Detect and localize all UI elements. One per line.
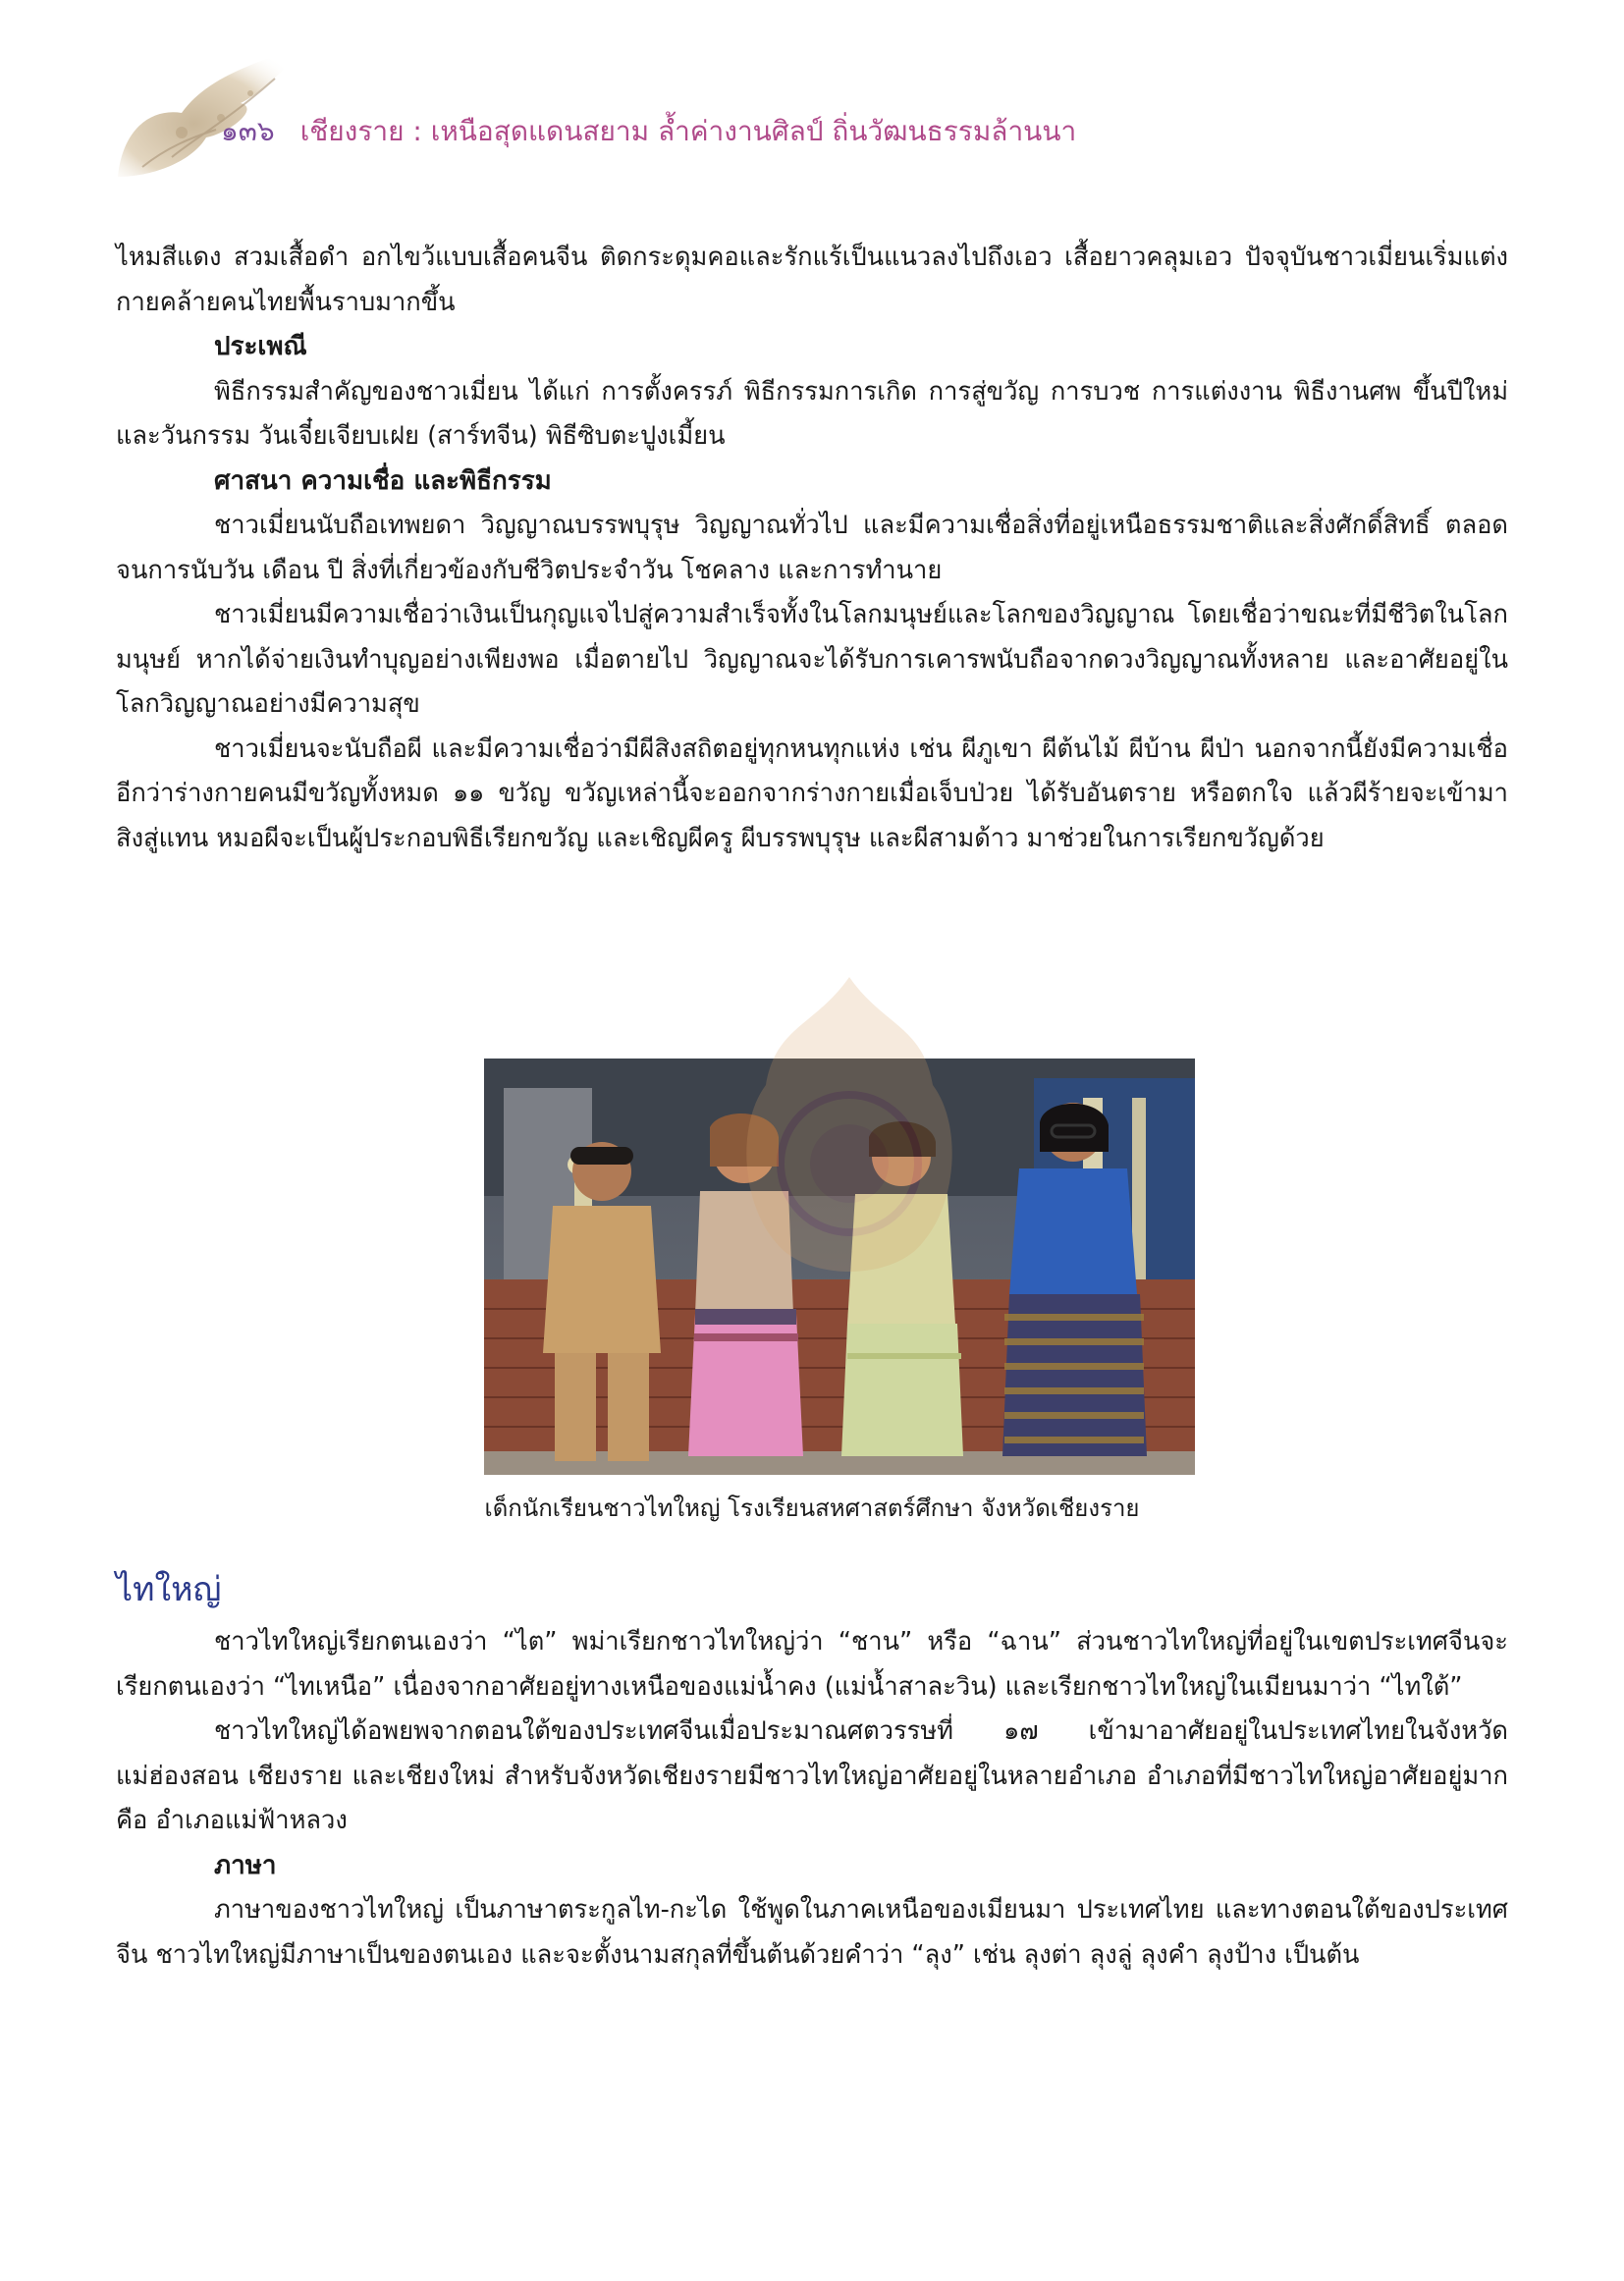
paragraph-religion-3: ชาวเมี่ยนจะนับถือผี และมีความเชื่อว่ามีผีสิงสถิตอยู่ทุกหนทุกแห่ง เช่น ผีภูเขา ผีต้นไม้ ผีบ้าน ผีป่า นอกจากนี้ยังมีความเชื่ออีกว่าร่างกายคนมีขวัญทั้งหมด ๑๑ ขวัญ ขวัญเหล่านี้จะออกจากร่างกายเมื่อเจ็บป่วย ได้รับอันตราย หรือตกใจ แล้วผีร้ายจะเข้ามาสิงสู่แทน หมอผีจะเป็นผู้ประกอบพิธีเรียกขวัญ และเชิญผีครู ผีบรรพบุรุษ และผีสามด้าว มาช่วยในการเรียกขวัญด้วย bbox=[116, 733, 1508, 853]
paragraph-taiyai-2: ชาวไทใหญ่ได้อพยพจากตอนใต้ของประเทศจีนเมื่อประมาณศตวรรษที่ ๑๗ เข้ามาอาศัยอยู่ในประเทศไทยในจังหวัดแม่ฮ่องสอน เชียงราย และเชียงใหม่ สำหรับจังหวัดเชียงรายมีชาวไทใหญ่อาศัยอยู่ในหลายอำเภอ อำเภอที่มีชาวไทใหญ่อาศัยอยู่มาก คือ อำเภอแม่ฟ้าหลวง bbox=[116, 1716, 1508, 1835]
section-mien-text bbox=[116, 236, 1508, 861]
heading-language: ภาษา bbox=[214, 1850, 277, 1880]
section-title-taiyai: ไทใหญ่ bbox=[116, 1570, 222, 1609]
paragraph-taiyai-1: ชาวไทใหญ่เรียกตนเองว่า “ไต” พม่าเรียกชาวไทใหญ่ว่า “ชาน” หรือ “ฉาน” ส่วนชาวไทใหญ่ที่อยู่ในเขตประเทศจีนจะเรียกตนเองว่า “ไทเหนือ” เนื่องจากอาศัยอยู่ทางเหนือของแม่น้ำคง (แม่น้ำสาละวิน) และเรียกชาวไทใหญ่ในเมียนมาว่า “ไทใต้” bbox=[116, 1627, 1508, 1702]
paragraph-tradition: พิธีกรรมสำคัญของชาวเมี่ยน ได้แก่ การตั้งครรภ์ พิธีกรรมการเกิด การสู่ขวัญ การบวช การแต่งงาน พิธีงานศพ ขึ้นปีใหม่ และวันกรรม วันเจี๋ยเจียบเฝย (สาร์ทจีน) พิธีซิบตะปูงเมี้ยน bbox=[116, 376, 1508, 451]
heading-tradition: ประเพณี bbox=[214, 332, 307, 361]
photo-caption: เด็กนักเรียนชาวไทใหญ่ โรงเรียนสหศาสตร์ศึกษา จังหวัดเชียงราย bbox=[484, 1494, 1140, 1522]
section-taiyai-text bbox=[116, 1567, 1508, 1978]
book-title: เชียงราย : เหนือสุดแดนสยาม ล้ำค่างานศิลป์ ถิ่นวัฒนธรรมล้านนา bbox=[299, 115, 1077, 147]
running-header bbox=[221, 110, 1076, 153]
paragraph-intro: ไหมสีแดง สวมเสื้อดำ อกไขว้แบบเสื้อคนจีน ติดกระดุมคอและรักแร้เป็นแนวลงไปถึงเอว เสื้อยาวคลุมเอว ปัจจุบันชาวเมี่ยนเริ่มแต่งกายคล้ายคนไทยพื้นราบมากขึ้น bbox=[116, 243, 1508, 317]
paragraph-religion-2: ชาวเมี่ยนมีความเชื่อว่าเงินเป็นกุญแจไปสู่ความสำเร็จทั้งในโลกมนุษย์และโลกของวิญญาณ โดยเชื่อว่าขณะที่มีชีวิตในโลกมนุษย์ หากได้จ่ายเงินทำบุญอย่างเพียงพอ เมื่อตายไป วิญญาณจะได้รับการเคารพนับถือจากดวงวิญญาณทั้งหลาย และอาศัยอยู่ในโลกวิญญาณอย่างมีความสุข bbox=[116, 600, 1508, 719]
page-number: ๑๓๖ bbox=[221, 115, 275, 147]
heading-religion: ศาสนา ความเชื่อ และพิธีกรรม bbox=[214, 465, 552, 496]
paragraph-language: ภาษาของชาวไทใหญ่ เป็นภาษาตระกูลไท-กะได ใช้พูดในภาคเหนือของเมียนมา ประเทศไทย และทางตอนใต้ของประเทศจีน ชาวไทใหญ่มีภาษาเป็นของตนเอง และจะตั้งนามสกุลที่ขึ้นต้นด้วยคำว่า “ลุง” เช่น ลุงต่า ลุงลู่ ลุงคำ ลุงป้าง เป็นต้น bbox=[116, 1895, 1508, 1970]
seal-watermark bbox=[727, 967, 972, 1291]
paragraph-religion-1: ชาวเมี่ยนนับถือเทพยดา วิญญาณบรรพบุรุษ วิญญาณทั่วไป และมีความเชื่อสิ่งที่อยู่เหนือธรรมชาติและสิ่งศักดิ์สิทธิ์ ตลอดจนการนับวัน เดือน ปี สิ่งที่เกี่ยวข้องกับชีวิตประจำวัน โชคลาง และการทำนาย bbox=[116, 511, 1508, 585]
